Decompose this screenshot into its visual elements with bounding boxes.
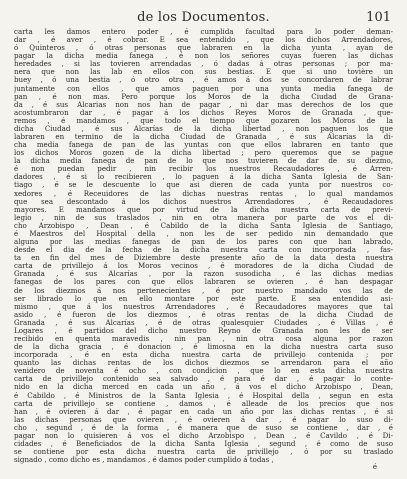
text-line: se contiene por esta dicha nuestra carta de privillejo , ó por su traslado [14, 448, 393, 457]
text-line: recibido en quenta maravedis , nin pan , nin otra cosa alguna por razon [14, 334, 393, 343]
text-line: remos , é mandamos , que todo el tiempo que gozaren los Moros de la [14, 116, 393, 125]
page-number: 101 [366, 10, 391, 25]
text-line: é Maestros del Hospital della , non les de ser pedido nin demandado que [14, 229, 393, 238]
text-line: alguna por las medias fanegas de pan de los pares con que han labrado, [14, 238, 393, 247]
text-line: buey , ó una bestia , ó otro otra , é amos á dos se concordaren de labrar [14, 76, 393, 85]
text-line: carta de privillejo se contiene , damos , é alleade de los precios que nos [14, 399, 393, 408]
text-line: Logares , é partidos del dicho nuestro Reyno de Granada non les de ser [14, 326, 393, 335]
text-line: nera que non las lab en ellos con sus bestias. E que si uno tovière un [14, 68, 393, 77]
text-line: carta de privillejo contenido sea salvado , é para é dar , é pagar lo conte- [14, 375, 393, 384]
text-line: mayores. E mandamos que por virtud de la dicha nuestra carta de previ- [14, 205, 393, 214]
text-line: desde el dia de la fecha de la dicha nuestra carta con incorporada , fas- [14, 246, 393, 255]
text-line: quanto las dichas rentas de los dichos diezmos se arrendaron para el año [14, 359, 393, 368]
text-line: cho , segund , é de la forma , é manera que de suso se contiene , dar , é [14, 423, 393, 432]
text-line: que sea descontado á los dichos nuestros Arrendadores , é Recaudadores [14, 197, 393, 206]
text-line: pan , é non mas. Pero porque los Moros de la dicha Ciudad de Grana- [14, 92, 393, 101]
text-line: labraren en termino de la dicha Ciudad de Granada , é sus Alcarías la di- [14, 133, 393, 142]
text-line: dar , é aver , é cobrar. E sea entendido , que los dichos Arrendadores, [14, 36, 393, 45]
text-line: carta de privillejo á los Moros vecinos , é moradores de la dicha Ciudad de [14, 262, 393, 271]
running-title: de los Documentos. [137, 10, 270, 25]
text-line: legio , nin de sus traslados , nin en otra manera por parte de vos el di- [14, 213, 393, 222]
text-line: dicha Ciudad , é sus Alcarías de la dicha libertad , non paguen los que [14, 124, 393, 133]
text-line: mismo , que á los nuestros Arrendadores , é Recaudadores mayores que tal [14, 302, 393, 311]
text-line: los dichos Moros gozen de la dicha libertad ; pero queremos que se pague [14, 149, 393, 158]
text-line: Granada , é sus Alcarías , por la razon susodicha , é las dichas medias [14, 270, 393, 279]
text-line: heredades , si las tovieren arrendadas , ó dadas á otras personas ; por ma- [14, 60, 393, 69]
text-line: signado , como dicho es , mandamos , é damos poder cumplido á todas , [14, 456, 274, 465]
text-line: carta les damos entero poder , é cumplida facultad para lo poder deman- [14, 28, 393, 36]
text-line: ó Quinteros , ó otras personas que labraren en la dicha yunta , ayan de [14, 44, 393, 53]
text-line: xedores , é Receuidores de las dichas nuestras rentas , lo qual mandamos [14, 189, 393, 198]
text-line: dadores , é si lo recibieren , lo paguen á la dicha Santa Iglesia de San- [14, 173, 393, 182]
text-line: cidades , é Beneficiados de la dicha Santa Iglesia , segund , é como de suso [14, 439, 393, 448]
text-line: fanegas de los pares con que ellos labraren se ovieren , é han despagar [14, 278, 393, 287]
text-line: las dichas personas que ovieren , é ovieren á dar , é pagar lo suso di- [14, 415, 393, 424]
text-line: juntamente con ellos , que amos paguen por una yunta media fanega de [14, 84, 393, 93]
text-line: Granada , é sus Alcarías , é de otras qualesquier Ciudades , é Villas , é [14, 318, 393, 327]
page-header [12, 6, 395, 28]
text-line: acostumbraron dar , é pagar á los dichos Reyes Moros de Granada , que- [14, 108, 393, 117]
text-line: ser librado lo que en ello montare por este parte. E sea entendido asi- [14, 294, 393, 303]
text-line: han , é ovieren á dar , é pagar en cada un año por las dichas rentas , é si [14, 407, 393, 416]
catchword: é [372, 463, 377, 471]
text-line: de los diezmos á nos pertenecientes , é por nuestro mandado vos las de [14, 286, 393, 295]
text-line: tiago , é se le descuente lo que asi dieren de cada yunta por nuestros co- [14, 181, 393, 190]
text-line: venidero de noventa é ocho , con condicion , que lo en esta dicha nuestra [14, 367, 393, 376]
text-line: incorporada , é en esta dicha nuestra carta de privillejo contenida ; por [14, 351, 393, 360]
body-text [12, 28, 395, 464]
text-line: pagar la dicha media fanega , é non los señores cuyas fueren las dichas [14, 52, 393, 61]
text-line: asido , é fueron de los diezmos , é otras rentas de la dicha Ciudad de [14, 310, 393, 319]
text-line: cho Arzobispo , Dean , é Cabildo de la dicha Santa Iglesia de Santiago, [14, 221, 393, 230]
text-line: ta en fin del mes de Diziembre deste presente año de la data desta nuestra [14, 254, 393, 263]
text-line: é Cabildo , é Ministros de la Santa Iglesia , é Hospital della , segun en esta [14, 391, 393, 400]
text-line: la dicha media fanega de pan de lo que nos tuvieren de dar de su diezmo, [14, 157, 393, 166]
text-line: pagar non lo quisieren á vos el dicho Arzobispo , Dean , é Cavildo , é Di- [14, 431, 393, 440]
text-line: da , é sus Alcarias non nos han de pagar , ni dar mas derechos de los que [14, 100, 393, 109]
text-line: cha media fanega de pan de las yuntas con que ellos labraren en tanto que [14, 141, 393, 150]
text-line: de la dicha gracia , é donacion , é limosna en la dicha nuestra carta suso [14, 343, 393, 352]
text-line: nido en la dicha merced en cada un año , á vos el dicho Arzobispo , Dean, [14, 383, 393, 392]
text-line: é non puedan pedir , nin recibir los nuestros Recaudadores , é Arren- [14, 165, 393, 174]
